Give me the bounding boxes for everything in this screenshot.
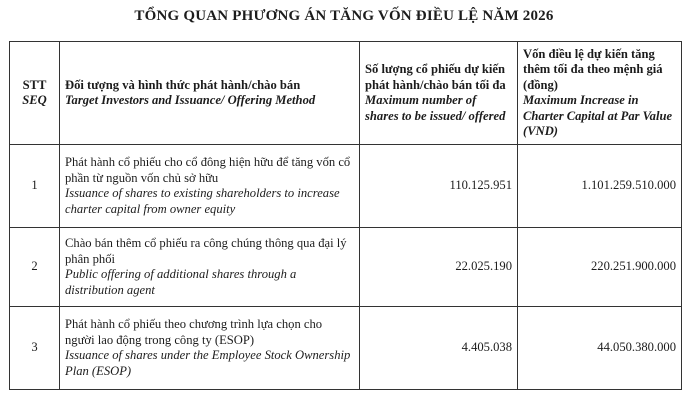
header-capital: [518, 42, 682, 145]
row-description-en: Issuance of shares under the Employee Stock Ownership Plan (ESOP): [65, 348, 351, 378]
header-stt-en: SEQ: [22, 93, 47, 107]
document-title: TỔNG QUAN PHƯƠNG ÁN TĂNG VỐN ĐIỀU LỆ NĂM 2026: [134, 8, 554, 24]
header-target-vi: Đối tượng và hình thức phát hành/chào bán: [65, 77, 301, 92]
row-description-vi: Chào bán thêm cổ phiếu ra công chúng thông qua đại lý phân phối: [65, 236, 347, 266]
header-target: [60, 42, 360, 145]
row-shares: 110.125.951: [360, 145, 518, 228]
row-description: [60, 307, 360, 390]
row-description: [60, 145, 360, 228]
header-stt: [10, 42, 60, 145]
header-shares-en: Maximum number of shares to be issued/ offered: [365, 93, 506, 123]
row-description-en: Issuance of shares to existing shareholders to increase charter capital from owner equity: [65, 186, 340, 216]
header-capital-en: Maximum Increase in Charter Capital at Par Value (VND): [523, 93, 673, 138]
row-stt: 3: [10, 307, 60, 390]
row-shares: 22.025.190: [360, 228, 518, 307]
row-description-en: Public offering of additional shares through a distribution agent: [65, 267, 297, 297]
row-stt: 1: [10, 145, 60, 228]
header-capital-vi: Vốn điều lệ dự kiến tăng thêm tối đa theo mệnh giá (đồng): [523, 46, 663, 92]
header-shares-vi: Số lượng cổ phiếu dự kiến phát hành/chào bán tối đa: [365, 62, 506, 92]
row-description-vi: Phát hành cổ phiếu cho cổ đông hiện hữu để tăng vốn cổ phần từ nguồn vốn chủ sở hữu: [65, 155, 351, 185]
row-capital: 1.101.259.510.000: [518, 145, 682, 228]
row-shares: 4.405.038: [360, 307, 518, 390]
header-shares: [360, 42, 518, 145]
row-description-vi: Phát hành cổ phiếu theo chương trình lựa chọn cho người lao động trong công ty (ESOP): [65, 317, 323, 347]
header-target-en: Target Investors and Issuance/ Offering Method: [65, 93, 316, 107]
row-capital: 220.251.900.000: [518, 228, 682, 307]
header-stt-vi: STT: [22, 77, 47, 92]
row-capital: 44.050.380.000: [518, 307, 682, 390]
row-stt: 2: [10, 228, 60, 307]
table-row: [10, 228, 682, 307]
capital-increase-table: [9, 41, 682, 390]
table-header-row: [10, 42, 682, 145]
table-row: [10, 307, 682, 390]
table-row: [10, 145, 682, 228]
row-description: [60, 228, 360, 307]
